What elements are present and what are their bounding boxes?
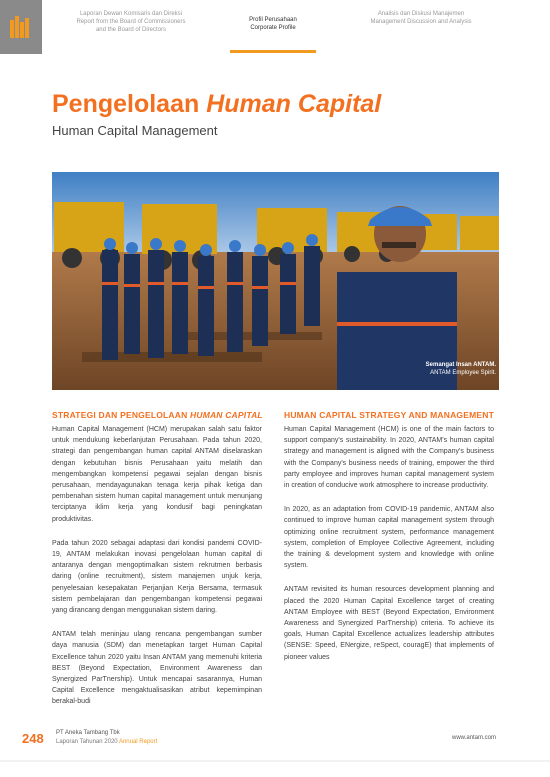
active-tab-indicator xyxy=(230,50,316,53)
photo-caption-id: Semangat Insan ANTAM. xyxy=(425,362,496,368)
right-heading: HUMAN CAPITAL STRATEGY AND MANAGEMENT xyxy=(284,410,494,420)
tab-corporate-profile[interactable]: Profil Perusahaan Corporate Profile xyxy=(249,17,297,31)
antam-logo-icon xyxy=(10,16,30,38)
mining-workers-illustration xyxy=(52,172,499,390)
footer-divider xyxy=(0,760,550,762)
left-paragraph-2: Pada tahun 2020 sebagai adaptasi dari kondisi pandemi COVID-19, ANTAM melakukan inovasi pengelolaan human capital di antaranya dengan mengoptimalkan sistem rekrutmen berbasis daring (online recruitment), sistem manajemen unjuk kerja, penyelesaian kesepakatan Perjanjian Kerja Bersama, termasuk sistem pembelajaran dan pengembangan kompetensi pegawai yang dirancang dengan menggunakan sistem daring. xyxy=(52,539,262,615)
left-paragraph-1: Human Capital Management (HCM) merupakan salah satu faktor untuk mendukung keberlanjutan Perusahaan. Pada tahun 2020, strategi dan pengembangan human capital ANTAM diselaraskan dengan kebutuhan bisnis Perusahaan yaitu melatih dan mengembangkan kompetensi pegawai sejalan dengan bisnis perusahaan, mendayagunakan tenaga kerja pihak ketiga dan pembenahan sistem human capital management untuk menunjang terciptanya iklim kerja yang kondusif bagi peningkatan produktivitas. xyxy=(52,426,262,523)
right-column xyxy=(284,410,494,676)
left-heading-plain: STRATEGI DAN PENGELOLAAN xyxy=(52,410,191,420)
left-heading xyxy=(52,410,262,420)
right-paragraph-1: Human Capital Management (HCM) is one of the main factors to support company's sustainability. In 2020, ANTAM's human capital strategy and management is aligned with the Company's business with the Company's business needs of training, empower the third party employee and improves human capital management system in creation of conducive work atmosphere to increase productivity. xyxy=(284,426,494,490)
page-header xyxy=(0,0,550,54)
right-paragraph-3: ANTAM revisited its human resources development planning and placed the 2020 Human Capital Excellence target of creating ANTAM Employee with BEST (Beyond Expectation, Environment Awareness and Synergized ParTnership) criteria. To achieve its goals, Human Capital Excellence actualizes leadership attributes (SENSE: Speed, ENergize, reSpect, couragE) that implements of pioneer values xyxy=(284,586,494,661)
footer-report-accent: Annual Report xyxy=(118,739,158,745)
photo-caption-en: ANTAM Employee Spirit. xyxy=(430,370,496,376)
left-heading-italic: HUMAN CAPITAL xyxy=(190,410,263,420)
footer-website-link[interactable]: www.antam.com xyxy=(451,735,496,741)
footer-company: PT Aneka Tambang Tbk xyxy=(56,730,120,736)
photo-caption xyxy=(402,361,496,377)
employee-photo xyxy=(52,172,499,390)
footer-report-plain: Laporan Tahunan 2020 xyxy=(56,739,119,745)
page-number: 248 xyxy=(22,731,44,746)
left-paragraph-3: ANTAM telah meninjau ulang rencana pengembangan sumber daya manusia (SDM) dan menetapkan target Human Capital Excellence tahun 2020 yaitu Insan ANTAM yang memenuhi kriteria BEST (Beyond Expectation, Environment Awareness dan Synergized ParTnership). Untuk mencapai sasarannya, Human Capital Excellence mengaktualisasikan atribut kepemimpinan berakal-budi xyxy=(52,631,262,706)
left-column xyxy=(52,410,262,721)
footer-report xyxy=(56,739,157,745)
tab-management-discussion[interactable]: Analisis dan Diskusi Manajemen Management Discussion and Analysis xyxy=(370,11,472,25)
page-subtitle: Human Capital Management xyxy=(52,123,218,138)
antam-logo xyxy=(0,0,42,54)
page-title-italic: Human Capital xyxy=(206,90,382,118)
right-paragraph-2: In 2020, as an adaptation from COVID-19 pandemic, ANTAM also continued to improve human capital management system through optimizing online recruitment system, performance management system, completion of Employee Collective Agreement, including the training & development system and knowledge with online system. xyxy=(284,506,494,570)
page-title-plain: Pengelolaan xyxy=(52,90,207,118)
tab-board-report[interactable]: Laporan Dewan Komisaris dan Direksi Report from the Board of Commissioners and the Board of Directors xyxy=(76,11,186,33)
page-title xyxy=(52,90,381,119)
